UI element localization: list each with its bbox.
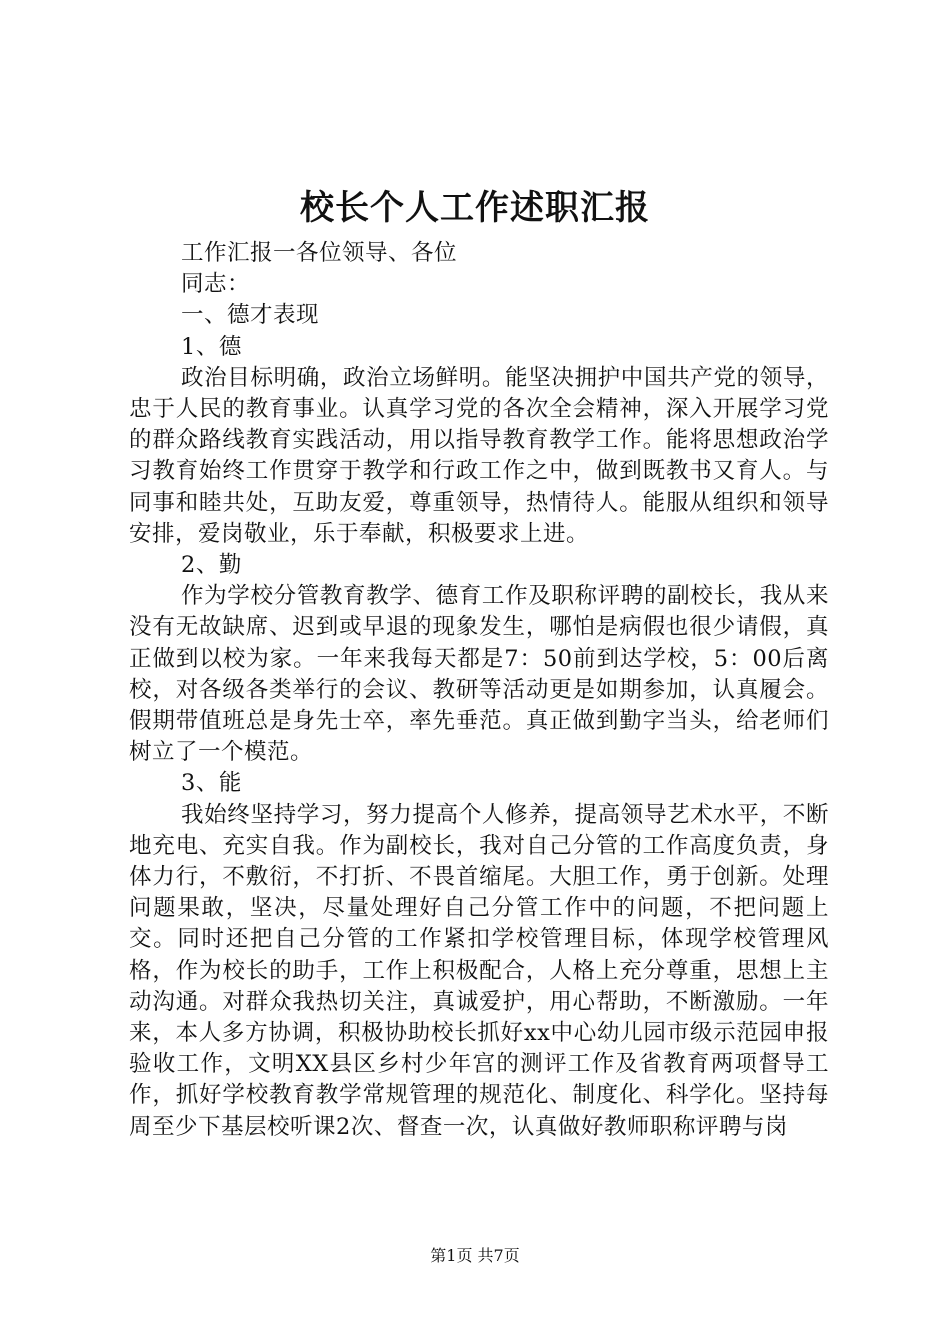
- document-body: [129, 238, 829, 1143]
- subheading-neng: 3、能: [181, 770, 242, 797]
- paragraph-de: 政治目标明确，政治立场鲜明。能坚决拥护中国共产党的领导，忠于人民的教育事业。认真学习党的各次全会精神，深入开展学习党的群众路线教育实践活动，用以指导教育教学工作。能将思想政治学习教育始终工作贯穿于教学和行政工作之中，做到既教书又育人。与同事和睦共处，互助友爱，尊重领导，热情待人。能服从组织和领导安排，爱岗敬业，乐于奉献，积极要求上进。: [129, 364, 829, 547]
- subheading-de: 1、德: [181, 333, 242, 360]
- paragraph-salutation: 同志：: [181, 271, 251, 298]
- subheading-qin: 2、勤: [181, 552, 242, 579]
- document-title: 校长个人工作述职汇报: [300, 188, 650, 228]
- paragraph-greeting: 工作汇报一各位领导、各位: [181, 240, 458, 266]
- section-heading-1: 一、德才表现: [181, 302, 320, 329]
- page-footer: 第1页 共7页: [430, 1246, 520, 1265]
- paragraph-qin: 作为学校分管教育教学、德育工作及职称评聘的副校长，我从来没有无故缺席、迟到或早退的现象发生，哪怕是病假也很少请假，真正做到以校为家。一年来我每天都是7：50前到达学校，5：00后离校，对各级各类举行的会议、教研等活动更是如期参加，认真履会。假期带值班总是身先士卒，率先垂范。真正做到勤字当头，给老师们树立了一个模范。: [129, 583, 829, 766]
- paragraph-neng: 我始终坚持学习，努力提高个人修养，提高领导艺术水平，不断地充电、充实自我。作为副校长，我对自己分管的工作高度负责，身体力行，不敷衍，不打折、不畏首缩尾。大胆工作，勇于创新。处理问题果敢，坚决，尽量处理好自己分管工作中的问题，不把问题上交。同时还把自己分管的工作紧扣学校管理目标，体现学校管理风格，作为校长的助手，工作上积极配合，人格上充分尊重，思想上主动沟通。对群众我热切关注，真诚爱护，用心帮助，不断激励。一年来，本人多方协调，积极协助校长抓好xx中心幼儿园市级示范园申报验收工作，文明XX县区乡村少年宫的测评工作及省教育两项督导工作，抓好学校教育教学常规管理的规范化、制度化、科学化。坚持每周至少下基层校听课2次、督查一次，认真做好教师职称评聘与岗: [129, 801, 829, 1140]
